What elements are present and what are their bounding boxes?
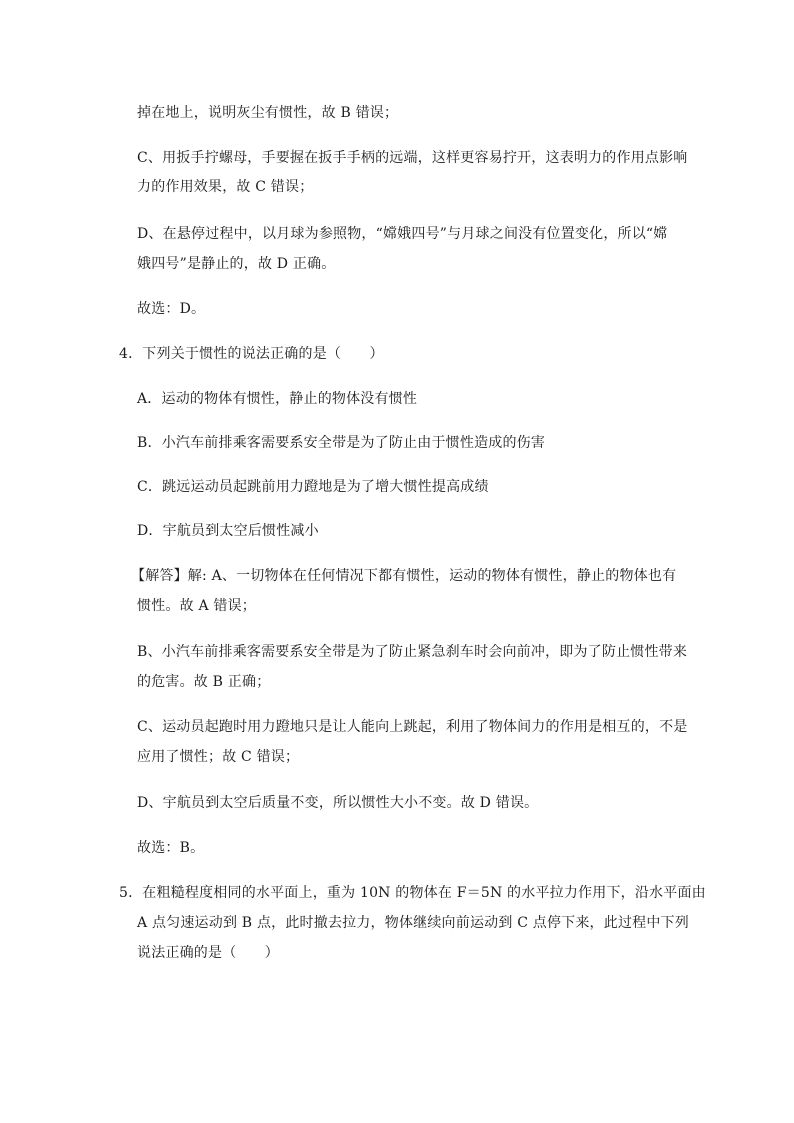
solution-line: C、运动员起跑时用力蹬地只是让人能向上跳起，利用了物体间力的作用是相互的，不是 — [137, 719, 688, 735]
solution-line: 娥四号”是静止的，故 D 正确。 — [137, 256, 336, 272]
solution-line: C、用扳手拧螺母，手要握在扳手手柄的远端，这样更容易拧开，这表明力的作用点影响 — [137, 150, 688, 166]
question-stem-line: 说法正确的是（ ） — [137, 945, 279, 961]
option-b: B．小汽车前排乘客需要系安全带是为了防止由于惯性造成的伤害 — [137, 435, 546, 451]
solution-line: 掉在地上，说明灰尘有惯性，故 B 错误； — [137, 105, 399, 121]
answer-line: 故选：B。 — [137, 840, 205, 856]
answer-line: 故选：D。 — [137, 301, 206, 317]
question-stem: 4．下列关于惯性的说法正确的是（ ） — [119, 346, 384, 362]
solution-line: 力的作用效果，故 C 错误； — [137, 179, 314, 195]
solution-line: D、在悬停过程中，以月球为参照物，“嫦娥四号”与月球之间没有位置变化，所以“嫦 — [137, 226, 668, 242]
solution-line: 应用了惯性；故 C 错误； — [137, 749, 300, 765]
solution-line: D、宇航员到太空后质量不变，所以惯性大小不变。故 D 错误。 — [137, 795, 539, 811]
option-c: C．跳远运动员起跳前用力蹬地是为了增大惯性提高成绩 — [137, 479, 489, 495]
option-d: D．宇航员到太空后惯性减小 — [137, 523, 319, 539]
option-a: A．运动的物体有惯性，静止的物体没有惯性 — [137, 391, 418, 407]
solution-line: 惯性。故 A 错误； — [137, 598, 257, 614]
question-stem: 5．在粗糙程度相同的水平面上，重为 10N 的物体在 F＝5N 的水平拉力作用下，沿水平面由 — [119, 885, 706, 901]
solution-line: B、小汽车前排乘客需要系安全带是为了防止紧急刹车时会向前冲，即为了防止惯性带来 — [137, 644, 688, 660]
solution-line: 【解答】解: A、一切物体在任何情况下都有惯性，运动的物体有惯性，静止的物体也有 — [131, 568, 677, 584]
question-stem-line: A 点匀速运动到 B 点，此时撤去拉力，物体继续向前运动到 C 点停下来，此过程中下列 — [137, 915, 689, 931]
solution-line: 的危害。故 B 正确； — [137, 674, 271, 690]
